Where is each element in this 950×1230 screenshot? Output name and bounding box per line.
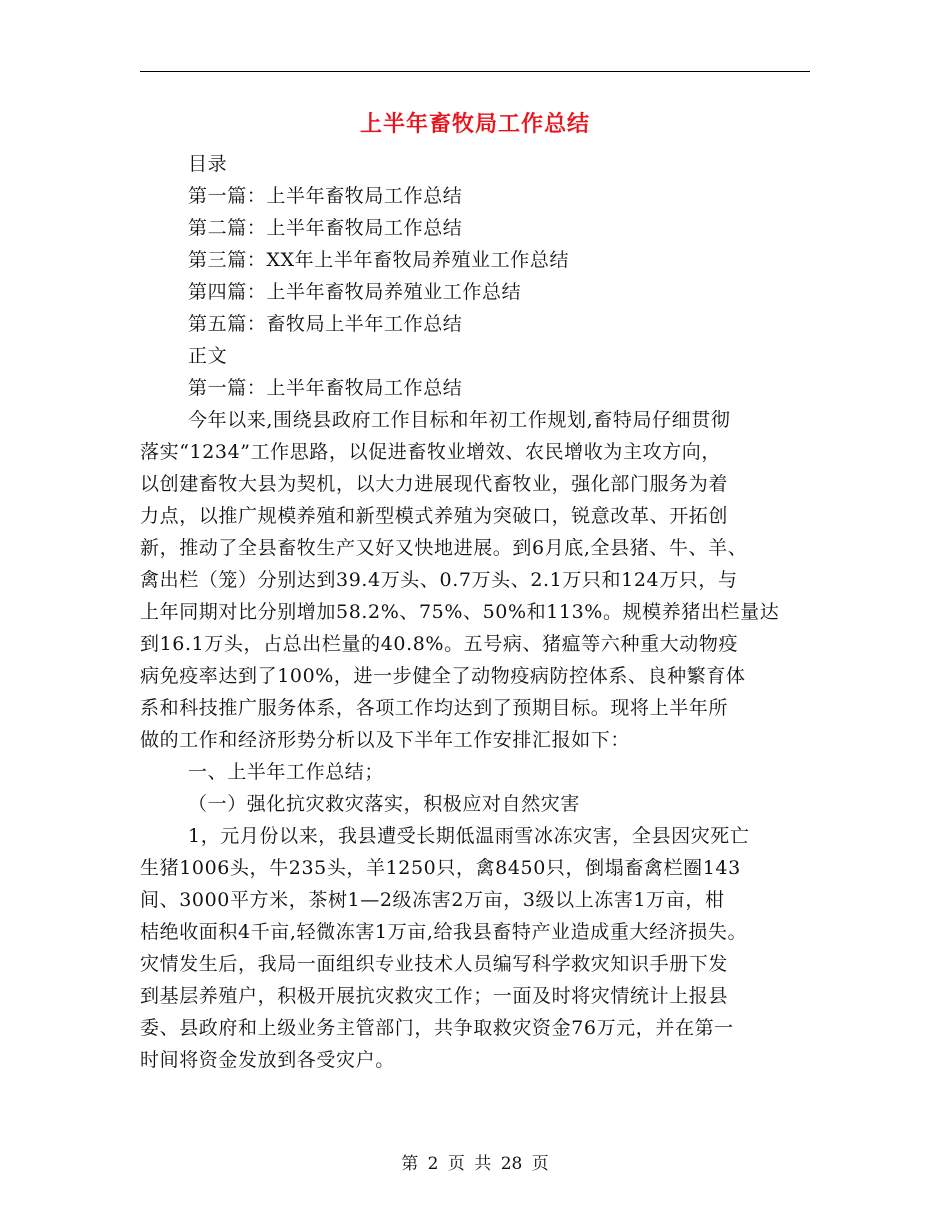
text-line: 1，元月份以来，我县遭受长期低温雨雪冰冻灾害，全县因灾死亡 <box>188 825 750 847</box>
text-line: 第一篇：上半年畜牧局工作总结 <box>188 377 463 399</box>
text-line: 第二篇：上半年畜牧局工作总结 <box>188 217 463 239</box>
text-line: 做的工作和经济形势分析以及下半年工作安排汇报如下： <box>140 729 631 751</box>
text-line: 力点，以推广规模养殖和新型模式养殖为突破口，锐意改革、开拓创 <box>140 505 729 527</box>
document-body <box>140 148 810 1076</box>
text-line: 到基层养殖户，积极开展抗灾救灾工作；一面及时将灾情统计上报县 <box>140 985 729 1007</box>
text-line: 一、上半年工作总结； <box>188 761 385 783</box>
text-line: 间、3000平方米，茶树1—2级冻害2万亩，3级以上冻害1万亩，柑 <box>140 889 725 911</box>
text-line: 目录 <box>188 153 228 175</box>
text-line: 桔绝收面积4千亩,轻微冻害1万亩,给我县畜特产业造成重大经济损失。 <box>140 921 748 943</box>
text-line: 委、县政府和上级业务主管部门，共争取救灾资金76万元，并在第一 <box>140 1017 734 1039</box>
text-line: 禽出栏（笼）分别达到39.4万头、0.7万头、2.1万只和124万只，与 <box>140 569 738 591</box>
text-line: 第一篇：上半年畜牧局工作总结 <box>188 185 463 207</box>
text-line: 第四篇：上半年畜牧局养殖业工作总结 <box>188 281 522 303</box>
text-line: 时间将资金发放到各受灾户。 <box>140 1049 395 1071</box>
text-line: 生猪1006头，牛235头，羊1250只，禽8450只，倒塌畜禽栏圈143 <box>140 857 741 879</box>
text-line: 上年同期对比分别增加58.2%、75%、50%和113%。规模养猪出栏量达 <box>140 601 780 623</box>
text-line: 新，推动了全县畜牧生产又好又快地进展。到6月底,全县猪、牛、羊、 <box>140 537 748 559</box>
text-line: 到16.1万头，占总出栏量的40.8%。五号病、猪瘟等六种重大动物疫 <box>140 633 739 655</box>
text-line: 落实“1234”工作思路，以促进畜牧业增效、农民增收为主攻方向， <box>140 441 721 463</box>
text-line: 病免疫率达到了100%，进一步健全了动物疫病防控体系、良种繁育体 <box>140 665 746 687</box>
text-line: 第三篇：XX年上半年畜牧局养殖业工作总结 <box>188 249 570 271</box>
text-line: 灾情发生后，我局一面组织专业技术人员编写科学救灾知识手册下发 <box>140 953 729 975</box>
text-line: 今年以来,围绕县政府工作目标和年初工作规划,畜特局仔细贯彻 <box>188 409 731 431</box>
text-line: 以创建畜牧大县为契机，以大力进展现代畜牧业，强化部门服务为着 <box>140 473 729 495</box>
text-line: 正文 <box>188 345 228 367</box>
text-line: （一）强化抗灾救灾落实，积极应对自然灾害 <box>188 793 581 815</box>
text-line: 系和科技推广服务体系，各项工作均达到了预期目标。现将上半年所 <box>140 697 729 719</box>
page-footer: 第 2 页 共 28 页 <box>401 1154 549 1174</box>
header-rule <box>140 71 810 72</box>
document-title: 上半年畜牧局工作总结 <box>359 111 590 137</box>
text-line: 第五篇：畜牧局上半年工作总结 <box>188 313 463 335</box>
